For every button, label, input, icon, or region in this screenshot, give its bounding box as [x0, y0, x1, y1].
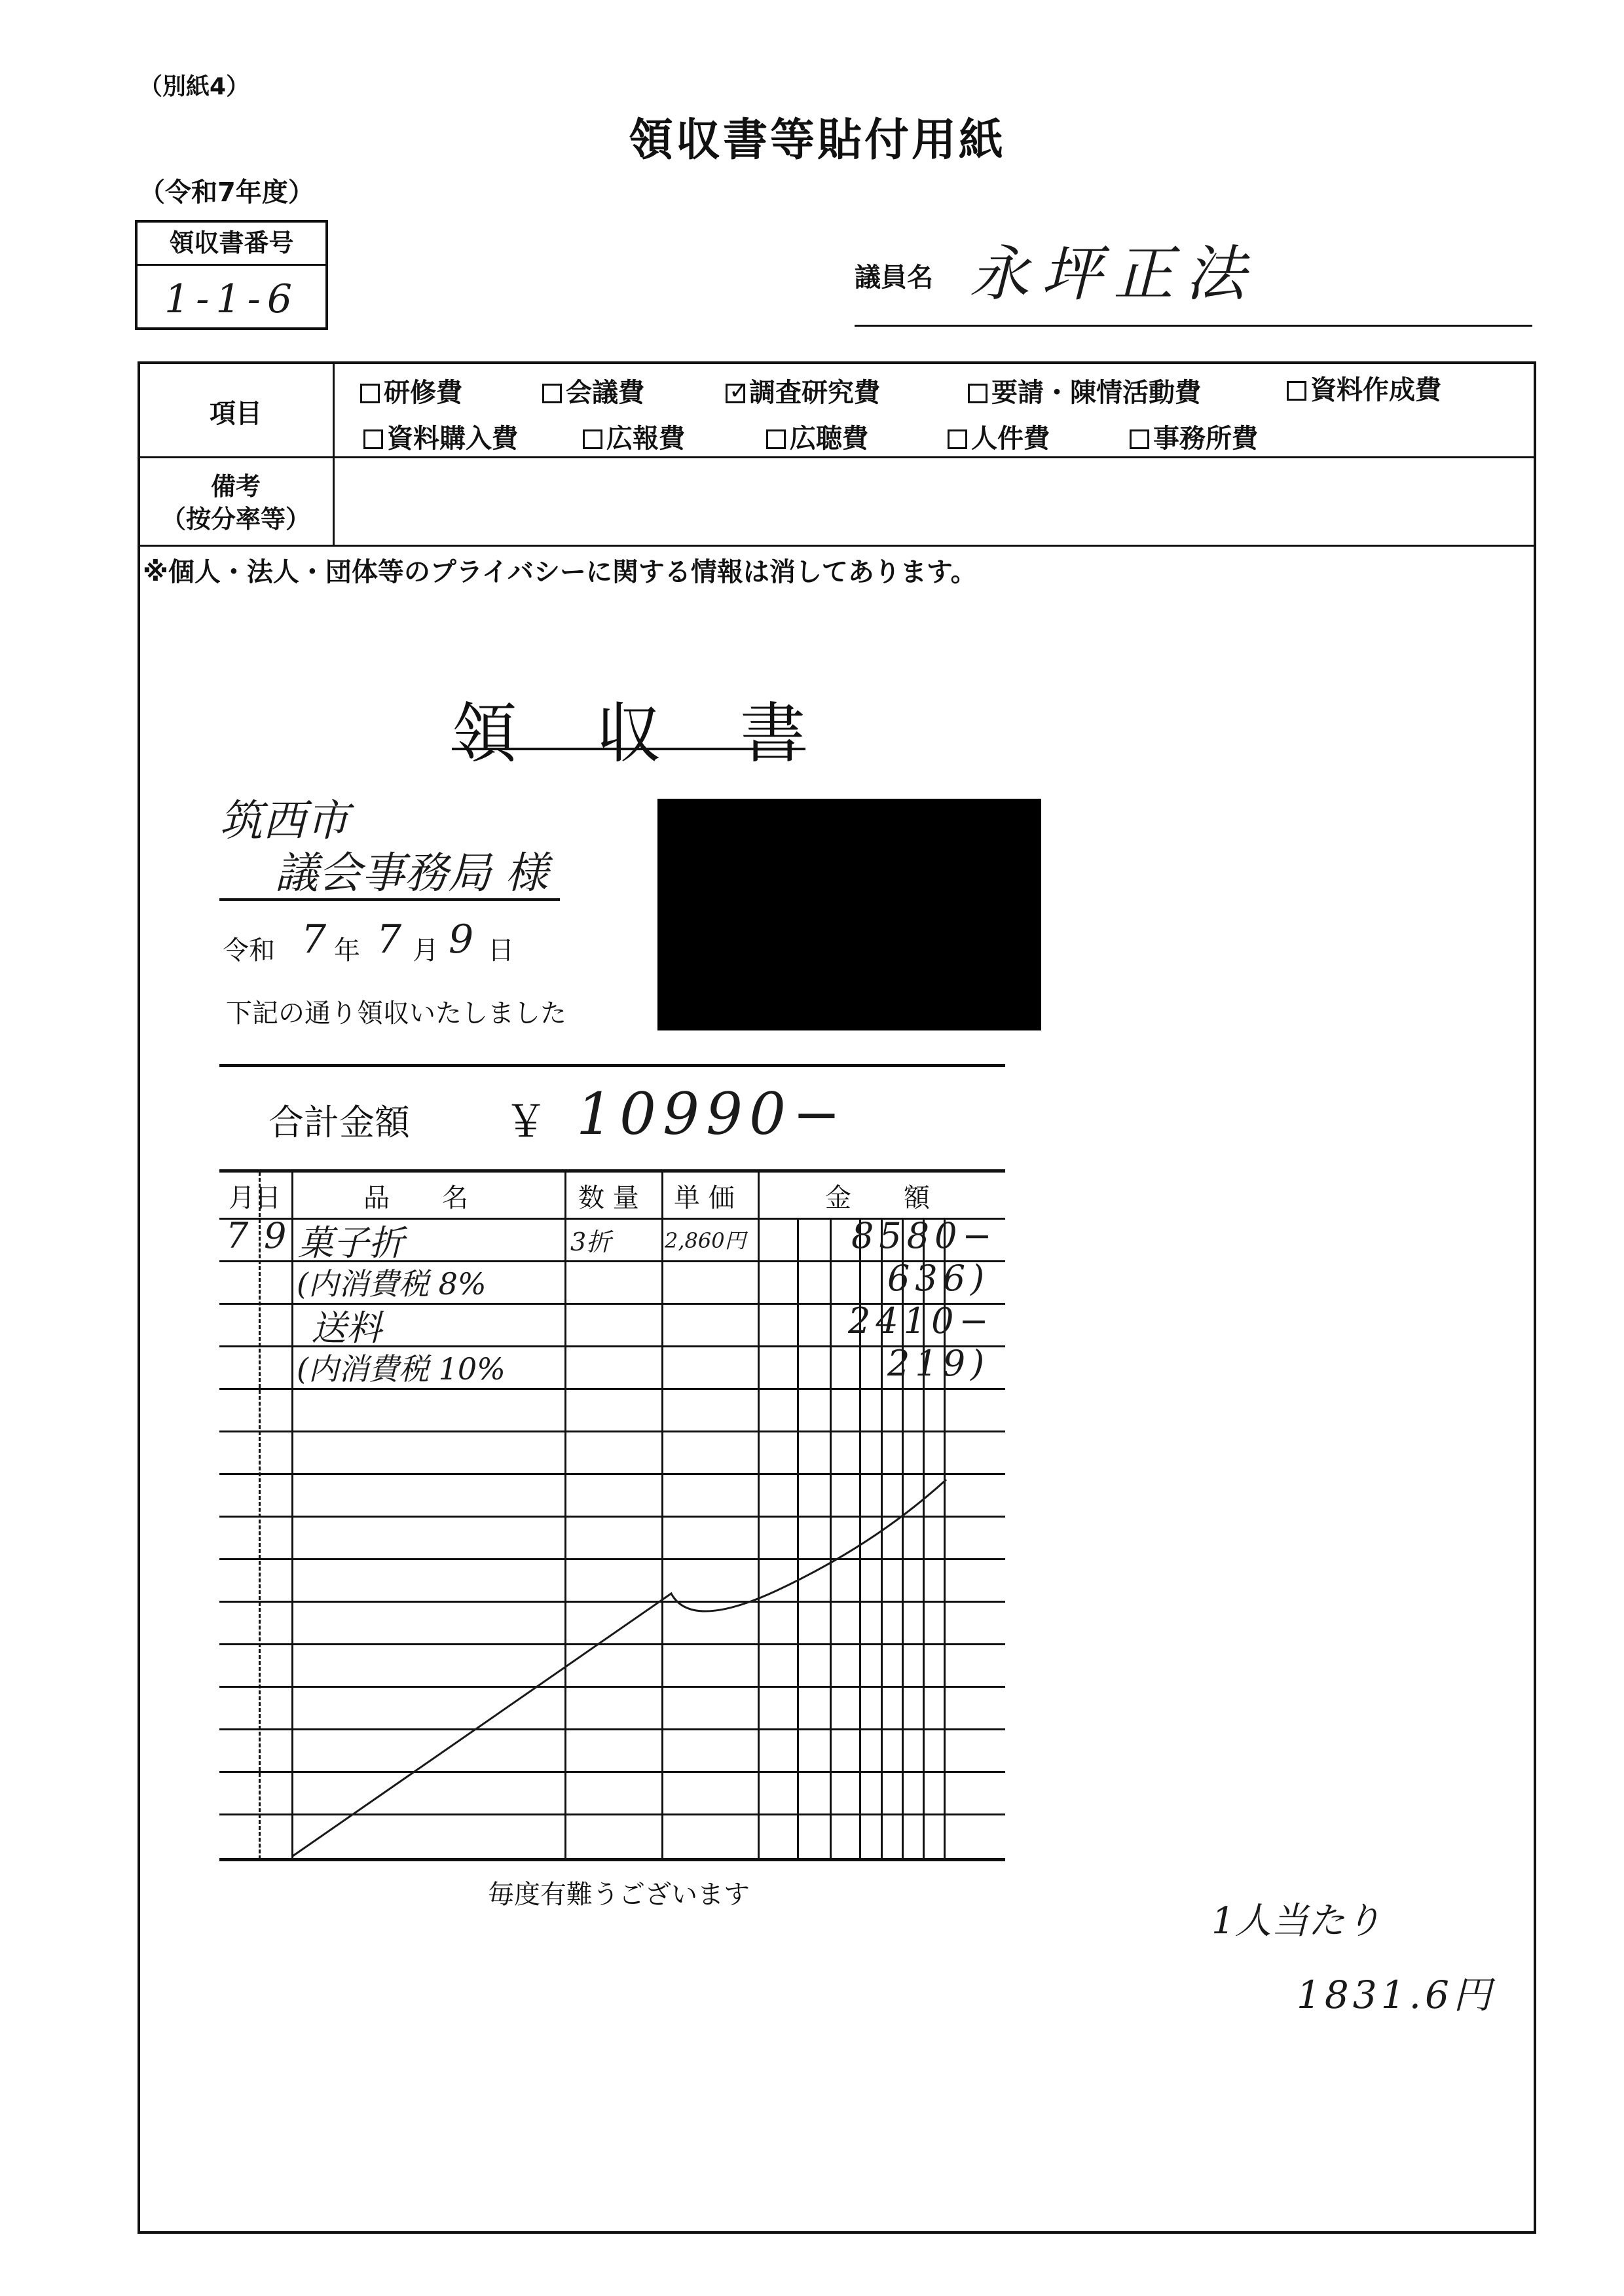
- checkbox-label: 研修費: [384, 378, 462, 408]
- per-person-value: 1831.6円: [1297, 1973, 1495, 2017]
- checkbox-public-hearing[interactable]: [766, 418, 868, 455]
- receipt-items-table: [219, 1172, 1005, 1861]
- receipt-number-label: 領収書番号: [138, 223, 325, 266]
- col-header-date: 月日: [229, 1183, 281, 1213]
- col-header-unit-price: 単 価: [674, 1183, 735, 1213]
- row-amount: 219): [887, 1343, 990, 1384]
- checkbox-personnel[interactable]: [948, 418, 1050, 455]
- date-month-unit: 月: [413, 936, 439, 966]
- checkbox-icon[interactable]: [542, 384, 562, 403]
- notes-label: [140, 470, 331, 536]
- checkbox-label: 会議費: [566, 378, 644, 408]
- row-divider: [138, 456, 1536, 458]
- date-day-unit: 日: [488, 936, 514, 966]
- receipt-number-box: [135, 220, 328, 330]
- addressee-underline: [219, 898, 560, 901]
- date-year: 7: [301, 917, 327, 962]
- member-name-underline: [855, 325, 1532, 327]
- checkbox-icon[interactable]: [1287, 381, 1306, 401]
- annex-label: （別紙4）: [139, 73, 250, 100]
- date-month: 7: [377, 917, 402, 962]
- date-year-unit: 年: [334, 936, 360, 966]
- checkbox-icon[interactable]: [363, 429, 383, 449]
- form-title: 領収書等貼付用紙: [629, 115, 1006, 166]
- checkbox-office[interactable]: [1130, 418, 1258, 455]
- row-amount: 2410−: [848, 1300, 994, 1341]
- row-month: 7: [226, 1215, 249, 1256]
- column-divider: [333, 361, 335, 545]
- checkbox-label: 資料作成費: [1310, 375, 1441, 405]
- date-era: 令和: [223, 936, 275, 966]
- checkbox-label: 事務所費: [1153, 424, 1258, 454]
- fiscal-year: （令和7年度）: [139, 177, 314, 208]
- checkbox-label: 広聴費: [790, 424, 868, 454]
- checkbox-meeting[interactable]: [542, 372, 644, 409]
- row-day: 9: [264, 1215, 287, 1256]
- checkbox-icon[interactable]: [968, 384, 987, 403]
- row-item-name: (内消費税 8%: [297, 1266, 487, 1302]
- row-item-name: 菓子折: [298, 1222, 404, 1264]
- row-item-name: 送料: [311, 1307, 382, 1349]
- checkbox-label: 人件費: [971, 424, 1050, 454]
- checkbox-label: 調査研究費: [749, 378, 880, 408]
- notes-label-sub: （按分率等）: [160, 505, 310, 534]
- notes-label-main: 備考: [210, 472, 261, 501]
- addressee-office: 議会事務局 様: [275, 848, 548, 898]
- col-header-amount: 金 額: [825, 1183, 930, 1213]
- row-divider: [138, 545, 1536, 547]
- checkbox-icon[interactable]: [583, 429, 602, 449]
- receipt-title-underline: [452, 748, 805, 750]
- checkbox-material-purchase[interactable]: [363, 418, 518, 455]
- closing-message: 毎度有難うございます: [488, 1880, 750, 1910]
- total-amount: 10990−: [576, 1080, 847, 1148]
- item-category-label: 項目: [210, 399, 262, 429]
- receipt-title: 領収書: [452, 695, 884, 772]
- member-name-label: 議員名: [855, 263, 933, 293]
- col-header-quantity: 数 量: [578, 1183, 639, 1213]
- row-amount: 8580−: [851, 1215, 997, 1256]
- checkbox-research[interactable]: [726, 372, 880, 409]
- yen-symbol: ￥: [504, 1097, 547, 1147]
- checkbox-label: 資料購入費: [387, 424, 518, 454]
- checkbox-label: 広報費: [606, 424, 685, 454]
- void-strike-mark: [219, 1172, 1005, 1861]
- checkbox-petition[interactable]: [968, 372, 1201, 409]
- checkbox-icon[interactable]: [948, 429, 967, 449]
- checkbox-checked-icon[interactable]: [726, 384, 745, 403]
- privacy-note: ※個人・法人・団体等のプライバシーに関する情報は消してあります。: [143, 557, 977, 587]
- checkbox-label: 要請・陳情活動費: [991, 378, 1201, 408]
- checkbox-icon[interactable]: [1130, 429, 1149, 449]
- checkbox-icon[interactable]: [766, 429, 786, 449]
- checkbox-document-creation[interactable]: [1287, 369, 1441, 407]
- total-label: 合計金額: [268, 1102, 410, 1143]
- receipt-statement: 下記の通り領収いたしました: [226, 998, 566, 1029]
- row-quantity: 3折: [570, 1228, 612, 1256]
- row-unit-price: 2,860円: [665, 1228, 746, 1253]
- checkbox-icon[interactable]: [360, 384, 380, 403]
- addressee-city: 筑西市: [219, 795, 349, 846]
- date-day: 9: [449, 917, 474, 962]
- total-top-rule: [219, 1064, 1005, 1067]
- redaction-block: [657, 799, 1041, 1030]
- row-amount: 636): [887, 1258, 990, 1299]
- row-item-name: (内消費税 10%: [297, 1351, 506, 1387]
- col-header-item-name: 品 名: [363, 1183, 468, 1213]
- checkbox-training[interactable]: [360, 372, 462, 409]
- receipt-number-value: 1-1-6: [164, 276, 299, 322]
- member-name-signature: 永坪正法: [969, 239, 1258, 309]
- per-person-label: 1人当たり: [1211, 1900, 1382, 1942]
- checkbox-publicity[interactable]: [583, 418, 685, 455]
